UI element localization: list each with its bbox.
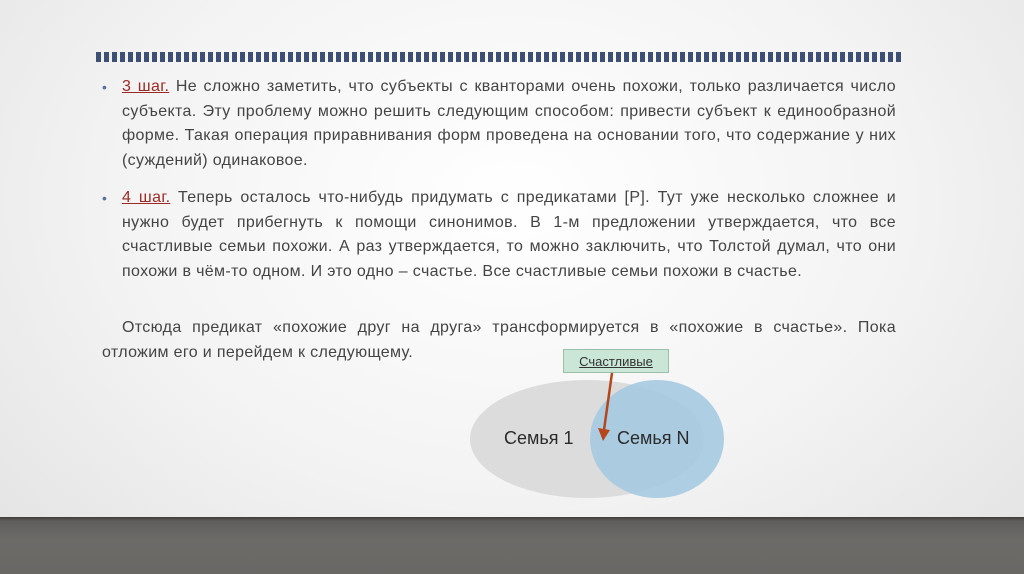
bullet-icon: • [102, 79, 108, 95]
arrow-head-icon [598, 428, 610, 441]
step-3-label: 3 шаг. [122, 78, 170, 95]
set-label-family-1: Семья 1 [504, 428, 574, 448]
step-4-text: Теперь осталось что-нибудь придумать с предикатами [P]. Тут уже несколько сложнее и нужно будет прибегнуть к помощи синонимов. В 1-м предложении утверждается, что все счастливые семьи похожи. А раз утверждается, то можно заключить, что Толстой думал, что они похожи в чём-то одном. И это одно – счастье. Все счастливые семьи похожи в счастье. [122, 189, 896, 280]
step-4-label: 4 шаг. [122, 189, 171, 206]
step-3-text: Не сложно заметить, что субъекты с кванторами очень похожи, только различается число субъекта. Эту проблему можно решить следующим способом: привести субъект к единообразной форме. Такая операция приравнивания форм проведена на основании того, что содержание у них (суждений) одинаковое. [122, 78, 896, 169]
set-label-family-n: Семья N [617, 428, 690, 448]
callout-label: Счастливые [579, 353, 653, 369]
conclusion-paragraph: Отсюда предикат «похожие друг на друга» трансформируется в «похожие в счастье». Пока отложим его и перейдем к следующему. [102, 319, 896, 361]
arrow-line [604, 373, 612, 430]
bullet-icon: • [102, 190, 108, 206]
